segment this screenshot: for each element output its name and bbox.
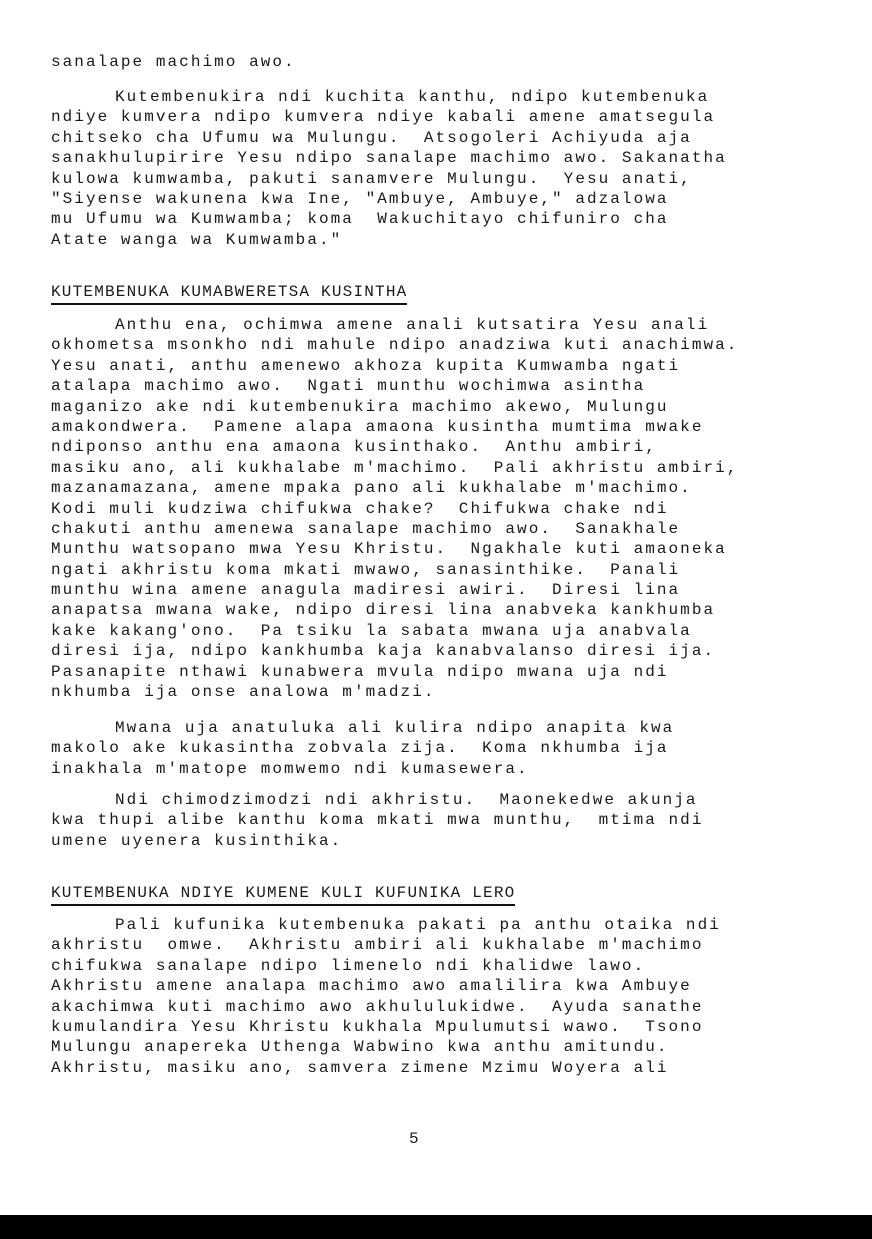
- page-number: 5: [409, 1130, 419, 1148]
- paragraph: [51, 315, 738, 702]
- text-line: atalapa machimo awo. Ngati munthu wochimwa asintha: [51, 377, 646, 396]
- text-line: ndiponso anthu ena amaona kusinthako. Anthu ambiri,: [51, 438, 657, 457]
- paragraph: [51, 790, 704, 851]
- text-line: mazanamazana, amene mpaka pano ali kukhalabe m'machimo.: [51, 479, 692, 498]
- text-line: sanakhulupirire Yesu ndipo sanalape machimo awo. Sakanatha: [51, 149, 727, 168]
- text-line: diresi ija, ndipo kankhumba kaja kanabvalanso diresi ija.: [51, 642, 716, 661]
- text-line: umene uyenera kusinthika.: [51, 831, 343, 850]
- text-line: inakhala m'matope momwemo ndi kumasewera.: [51, 759, 529, 778]
- scan-border: [0, 1215, 872, 1239]
- text-line: Mulungu anapereka Uthenga Wabwino kwa anthu amitundu.: [51, 1038, 669, 1057]
- text-line: Akhristu amene analapa machimo awo amalilira kwa Ambuye: [51, 977, 692, 996]
- text-line: okhometsa msonkho ndi mahule ndipo anadziwa kuti anachimwa.: [51, 336, 739, 355]
- text-line: ngati akhristu koma mkati mwawo, sanasinthike. Panali: [51, 560, 681, 579]
- text-line: Akhristu, masiku ano, samvera zimene Mzimu Woyera ali: [51, 1058, 669, 1077]
- text-line: Kodi muli kudziwa chifukwa chake? Chifukwa chake ndi: [51, 499, 669, 518]
- text-line: akachimwa kuti machimo awo akhululukidwe. Ayuda sanathe: [51, 997, 704, 1016]
- text-line: kulowa kumwamba, pakuti sanamvere Mulungu. Yesu anati,: [51, 169, 692, 188]
- text-line: Pali kufunika kutembenuka pakati pa anthu otaika ndi: [115, 916, 721, 934]
- text-line: kake kakang'ono. Pa tsiku la sabata mwana uja anabvala: [51, 621, 692, 640]
- text-line: kwa thupi alibe kanthu koma mkati mwa munthu, mtima ndi: [51, 811, 704, 830]
- text-line: Ndi chimodzimodzi ndi akhristu. Maonekedwe akunja: [115, 791, 698, 809]
- text-line: maganizo ake ndi kutembenukira machimo akewo, Mulungu: [51, 397, 669, 416]
- text-line: Atate wanga wa Kumwamba.": [51, 230, 343, 249]
- paragraph: [51, 915, 721, 1078]
- text-line: kumulandira Yesu Khristu kukhala Mpulumutsi wawo. Tsono: [51, 1017, 704, 1036]
- text-line: masiku ano, ali kukhalabe m'machimo. Pali akhristu ambiri,: [51, 458, 739, 477]
- text-line: akhristu omwe. Akhristu ambiri ali kukhalabe m'machimo: [51, 936, 704, 955]
- text-line: ndiye kumvera ndipo kumvera ndiye kabali amene amatsegula: [51, 108, 716, 127]
- paragraph: [51, 718, 674, 779]
- text-line: Munthu watsopano mwa Yesu Khristu. Ngakhale kuti amaoneka: [51, 540, 727, 559]
- text-line: anapatsa mwana wake, ndipo diresi lina anabveka kankhumba: [51, 601, 716, 620]
- text-line: chakuti anthu amenewa sanalape machimo awo. Sanakhale: [51, 519, 681, 538]
- text-line: munthu wina amene anagula madiresi awiri. Diresi lina: [51, 581, 681, 600]
- text-line: nkhumba ija onse analowa m'madzi.: [51, 683, 436, 702]
- paragraph: [51, 87, 727, 250]
- section-heading: KUTEMBENUKA KUMABWERETSA KUSINTHA: [51, 283, 407, 305]
- text-line: Anthu ena, ochimwa amene anali kutsatira Yesu anali: [115, 316, 710, 334]
- text-line: Kutembenukira ndi kuchita kanthu, ndipo kutembenuka: [115, 88, 710, 106]
- text-line: Yesu anati, anthu amenewo akhoza kupita Kumwamba ngati: [51, 356, 681, 375]
- text-line: sanalape machimo awo.: [51, 53, 296, 71]
- paragraph: [51, 52, 296, 72]
- text-line: makolo ake kukasintha zobvala zija. Koma nkhumba ija: [51, 739, 669, 758]
- text-line: amakondwera. Pamene alapa amaona kusintha mumtima mwake: [51, 417, 704, 436]
- text-line: mu Ufumu wa Kumwamba; koma Wakuchitayo chifuniro cha: [51, 210, 669, 229]
- text-line: chifukwa sanalape ndipo limenelo ndi khalidwe lawo.: [51, 956, 646, 975]
- text-line: Pasanapite nthawi kunabwera mvula ndipo mwana uja ndi: [51, 662, 669, 681]
- section-heading: KUTEMBENUKA NDIYE KUMENE KULI KUFUNIKA LERO: [51, 884, 515, 906]
- text-line: chitseko cha Ufumu wa Mulungu. Atsogoleri Achiyuda aja: [51, 128, 692, 147]
- text-line: "Siyense wakunena kwa Ine, "Ambuye, Ambuye," adzalowa: [51, 189, 669, 208]
- text-line: Mwana uja anatuluka ali kulira ndipo anapita kwa: [115, 719, 675, 737]
